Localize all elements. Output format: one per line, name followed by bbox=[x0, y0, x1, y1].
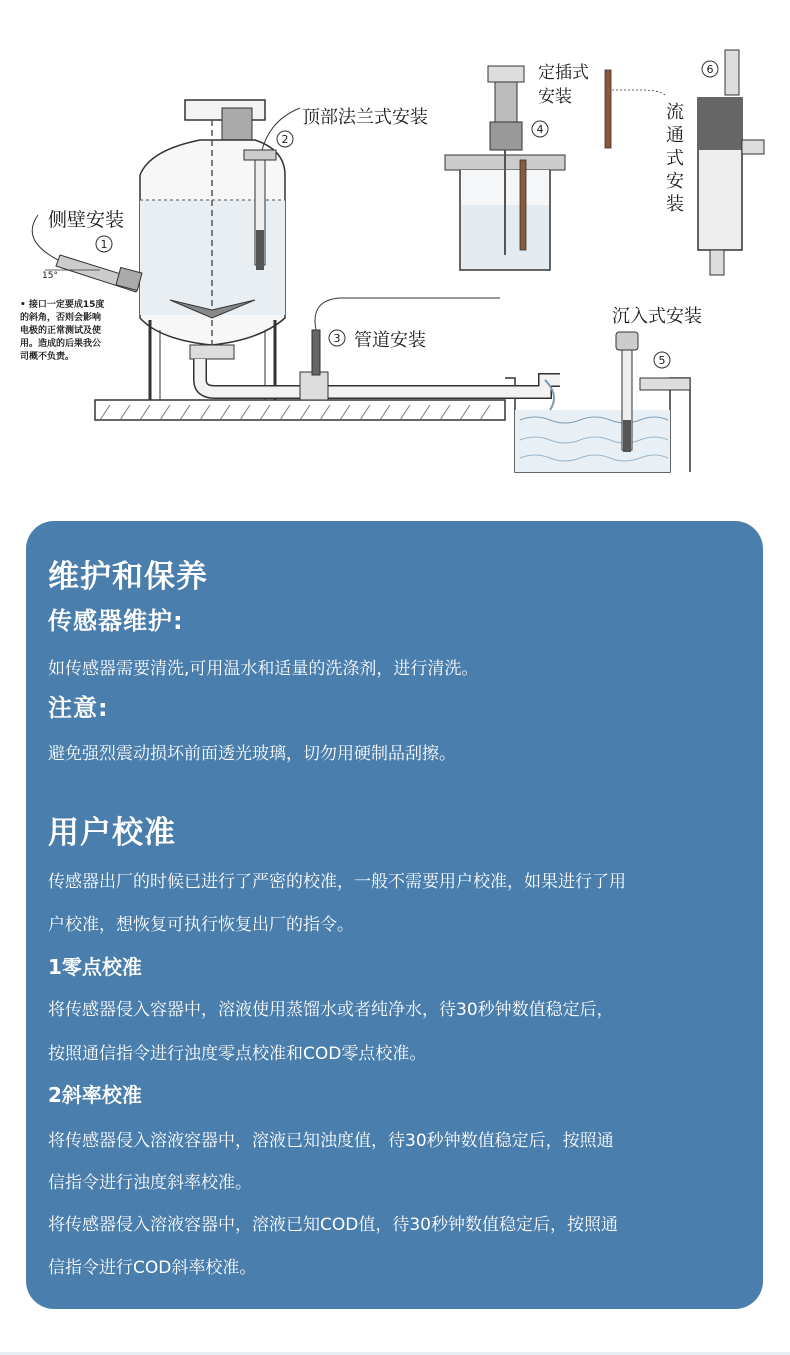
label-flow-2: 通 bbox=[666, 125, 684, 146]
marker-3: 3 bbox=[333, 332, 341, 345]
sensor-maintenance-title: 传感器维护: bbox=[48, 607, 184, 635]
slope-calibration-line: 将传感器侵入溶液容器中，溶液已知COD值，待30秒钟数值稳定后，按照通 bbox=[48, 1215, 618, 1235]
zero-calibration-line: 按照通信指令进行浊度零点校准和COD零点校准。 bbox=[48, 1044, 427, 1064]
zero-calibration-line: 将传感器侵入容器中，溶液使用蒸馏水或者纯净水，待30秒钟数值稳定后， bbox=[48, 1000, 614, 1020]
slope-calibration-line: 信指令进行COD斜率校准。 bbox=[48, 1258, 257, 1278]
marker-1: 1 bbox=[100, 238, 108, 251]
warning-note bbox=[20, 298, 104, 362]
installation-diagram bbox=[0, 0, 790, 510]
marker-2: 2 bbox=[281, 133, 289, 146]
label-top-flange: 顶部法兰式安装 bbox=[302, 107, 428, 128]
note-line: 的斜角，否则会影响 bbox=[20, 313, 102, 323]
marker-5: 5 bbox=[658, 354, 666, 367]
note-line: • 接口一定要成15度 bbox=[20, 300, 105, 310]
marker-6: 6 bbox=[706, 63, 714, 76]
marker-4: 4 bbox=[536, 123, 544, 136]
slope-calibration-line: 将传感器侵入溶液容器中，溶液已知浊度值，待30秒钟数值稳定后，按照通 bbox=[48, 1131, 614, 1151]
label-flow-1: 流 bbox=[666, 102, 684, 123]
calibration-intro-line: 户校准，想恢复可执行恢复出厂的指令。 bbox=[48, 915, 354, 935]
label-flow-3: 式 bbox=[666, 148, 684, 169]
label-flow-4: 安 bbox=[666, 171, 684, 192]
slope-calibration-line: 信指令进行浊度斜率校准。 bbox=[48, 1173, 252, 1193]
label-flow-5: 装 bbox=[666, 194, 684, 215]
flow-cell bbox=[698, 50, 764, 275]
label-side-wall: 侧壁安装 bbox=[48, 209, 125, 231]
label-fixed-insert-2: 安装 bbox=[538, 87, 572, 107]
calibration-title: 用户校准 bbox=[48, 815, 176, 851]
label-fixed-insert-1: 定插式 bbox=[538, 63, 589, 83]
slope-calibration-title: 2斜率校准 bbox=[48, 1083, 142, 1107]
label-immersion: 沉入式安装 bbox=[612, 306, 702, 327]
calibration-intro-line: 传感器出厂的时候已进行了严密的校准，一般不需要用户校准，如果进行了用 bbox=[48, 872, 626, 892]
note-line: 电极的正常测试及使 bbox=[20, 326, 102, 336]
note-line: 用。造成的后果我公 bbox=[20, 339, 102, 349]
zero-calibration-title: 1零点校准 bbox=[48, 955, 142, 979]
label-angle: 15° bbox=[42, 271, 58, 281]
maintenance-title: 维护和保养 bbox=[48, 559, 208, 595]
info-panel bbox=[26, 521, 763, 1309]
sensor-maintenance-text: 如传感器需要清洗,可用温水和适量的洗涤剂，进行清洗。 bbox=[48, 659, 479, 679]
note-title: 注意: bbox=[48, 694, 109, 722]
note-line: 司概不负责。 bbox=[20, 352, 75, 362]
label-pipe: 管道安装 bbox=[354, 330, 426, 351]
note-text: 避免强烈震动损坏前面透光玻璃，切勿用硬制品刮擦。 bbox=[48, 744, 456, 764]
ground bbox=[95, 400, 505, 420]
